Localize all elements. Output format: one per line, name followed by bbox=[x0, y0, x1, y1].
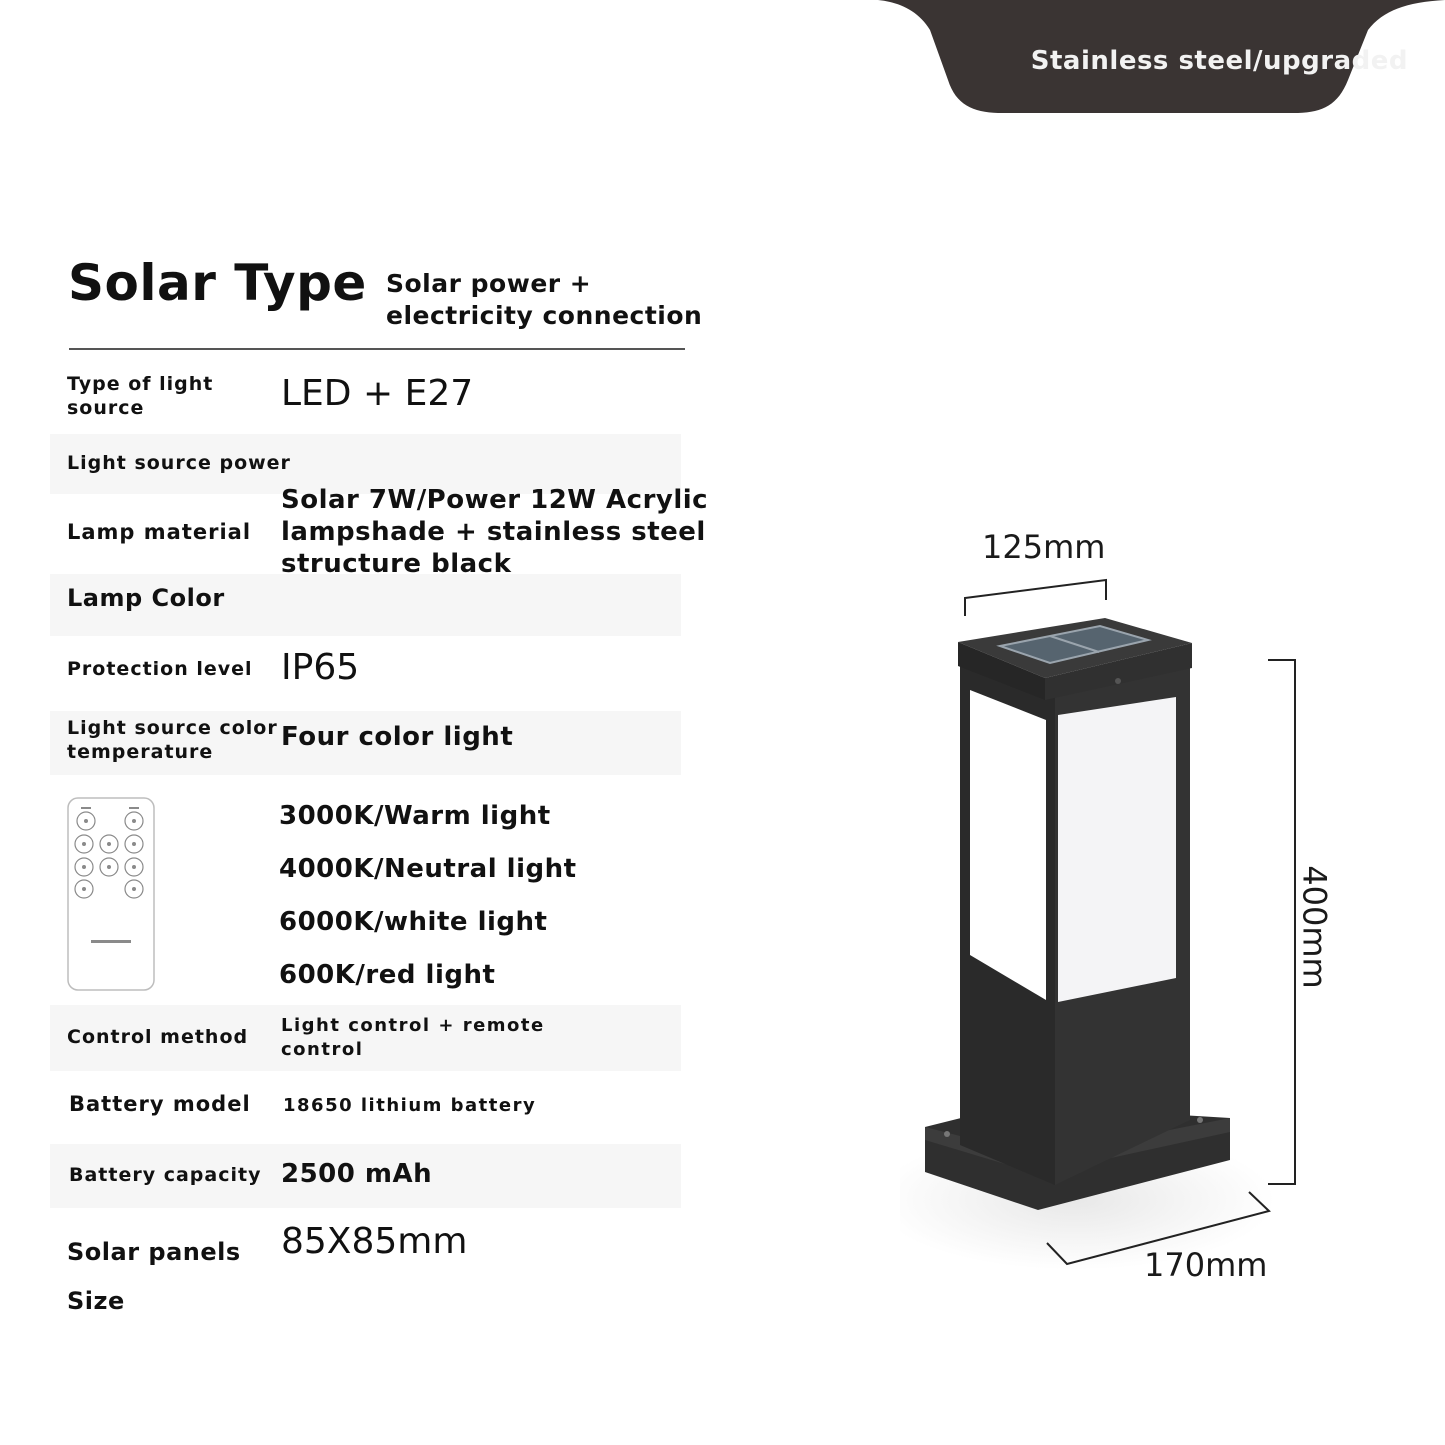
spec-label-line: Size bbox=[67, 1287, 125, 1315]
spec-label-battery-model: Battery model bbox=[69, 1092, 251, 1116]
spec-value-line: control bbox=[281, 1039, 364, 1060]
spec-label-light-power: Light source power bbox=[67, 452, 291, 474]
spec-label-line: source bbox=[67, 397, 145, 419]
spec-value-control bbox=[281, 1014, 545, 1062]
subtitle-line-2: electricity connection bbox=[386, 301, 703, 330]
color-option: 600K/red light bbox=[279, 960, 496, 990]
color-option: 6000K/white light bbox=[279, 907, 548, 937]
header-divider bbox=[69, 348, 685, 350]
spec-value-lamp-material bbox=[281, 484, 708, 580]
subtitle-line-1: Solar power + bbox=[386, 269, 592, 298]
spec-label-lamp-color: Lamp Color bbox=[67, 584, 225, 612]
spec-label-color-temp bbox=[67, 716, 278, 764]
dimension-base-width: 170mm bbox=[1144, 1246, 1268, 1284]
spec-label-battery-capacity: Battery capacity bbox=[69, 1164, 262, 1186]
page-title: Solar Type bbox=[68, 254, 367, 312]
spec-label-lamp-material: Lamp material bbox=[67, 520, 252, 544]
spec-label-line: Type of light bbox=[67, 373, 214, 395]
color-options-list bbox=[279, 790, 577, 1002]
color-option: 3000K/Warm light bbox=[279, 801, 551, 831]
spec-value-line: structure black bbox=[281, 549, 512, 579]
spec-value-line: Light control + remote bbox=[281, 1015, 545, 1036]
spec-label-line: Solar panels bbox=[67, 1238, 241, 1266]
spec-value-line: lampshade + stainless steel bbox=[281, 517, 706, 547]
spec-value-line: Solar 7W/Power 12W Acrylic bbox=[281, 485, 709, 515]
dimension-top-width: 125mm bbox=[982, 528, 1106, 566]
dimension-height: 400mm bbox=[1295, 865, 1334, 989]
spec-value-light-type: LED + E27 bbox=[281, 373, 474, 414]
spec-label-light-type bbox=[67, 372, 213, 420]
page-subtitle bbox=[386, 268, 702, 332]
spec-value-protection: IP65 bbox=[281, 647, 360, 688]
spec-label-line: temperature bbox=[67, 741, 214, 763]
variant-tab-label: Stainless steel/upgraded bbox=[1030, 46, 1408, 76]
spec-label-solar-panel bbox=[67, 1228, 241, 1326]
remote-control-icon bbox=[67, 797, 155, 991]
spec-value-color-temp: Four color light bbox=[281, 722, 514, 752]
spec-label-control: Control method bbox=[67, 1026, 249, 1048]
color-option: 4000K/Neutral light bbox=[279, 854, 577, 884]
spec-label-line: Light source color bbox=[67, 717, 278, 739]
spec-value-battery-model: 18650 lithium battery bbox=[283, 1095, 537, 1116]
spec-value-solar-panel: 85X85mm bbox=[281, 1221, 468, 1262]
spec-label-protection: Protection level bbox=[67, 658, 253, 680]
variant-tab bbox=[878, 0, 1445, 116]
spec-value-battery-capacity: 2500 mAh bbox=[281, 1159, 433, 1189]
